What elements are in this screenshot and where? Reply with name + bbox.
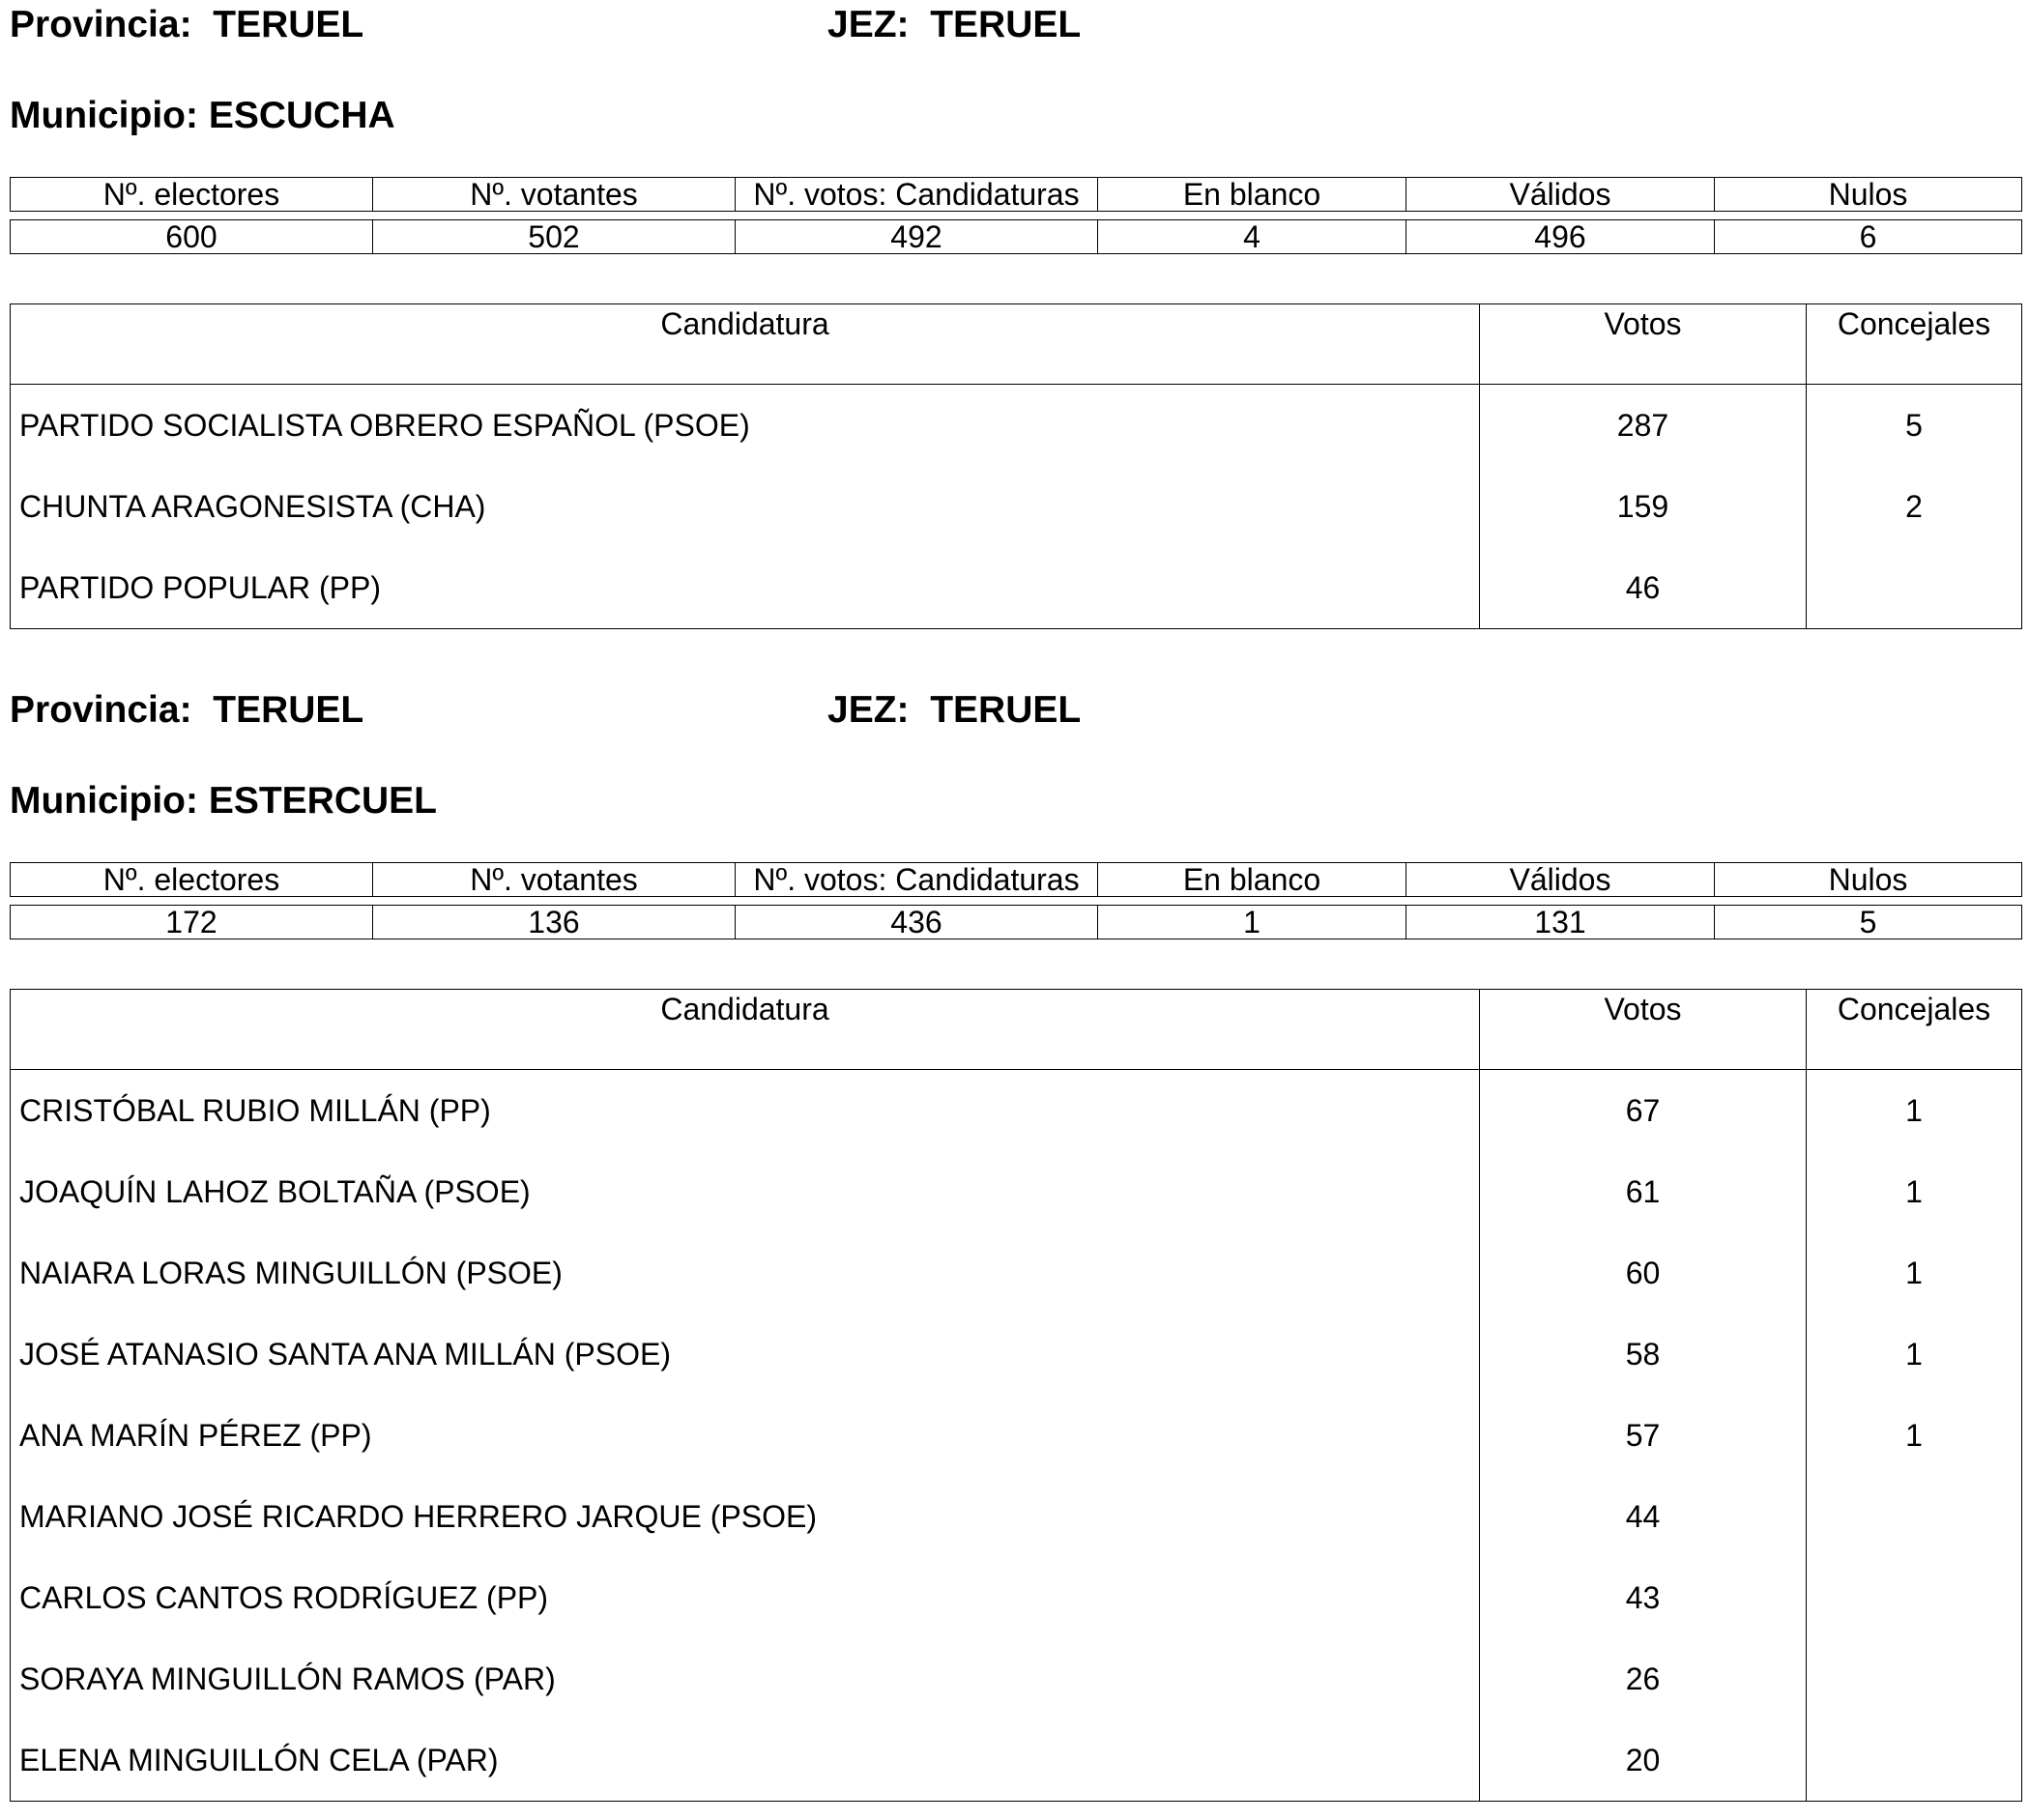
candidate-votos: 60	[1480, 1232, 1807, 1314]
stat-value: 172	[11, 906, 373, 939]
jez-value: TERUEL	[930, 4, 1082, 45]
candidate-name: MARIANO JOSÉ RICARDO HERRERO JARQUE (PSOE)	[11, 1476, 1480, 1557]
provincia-heading-1	[10, 6, 363, 43]
stat-value: 492	[736, 220, 1098, 254]
candidate-concejales: 1	[1807, 1070, 2022, 1152]
stat-value: 6	[1715, 220, 2022, 254]
candidate-votos: 159	[1480, 466, 1807, 547]
candidate-name: SORAYA MINGUILLÓN RAMOS (PAR)	[11, 1638, 1480, 1719]
candidate-name: ELENA MINGUILLÓN CELA (PAR)	[11, 1719, 1480, 1802]
stat-value: 600	[11, 220, 373, 254]
candidate-votos: 46	[1480, 547, 1807, 629]
votos-header: Votos	[1480, 990, 1807, 1070]
candidate-votos: 287	[1480, 385, 1807, 467]
jez-heading-2	[827, 691, 1081, 729]
candidate-votos: 44	[1480, 1476, 1807, 1557]
stats-header-row	[11, 863, 2022, 897]
stat-header: Nulos	[1715, 863, 2022, 897]
provincia-value: TERUEL	[213, 689, 364, 731]
table-row	[11, 1476, 2022, 1557]
stats-table-1	[10, 177, 2022, 212]
candidates-table-1	[10, 303, 2022, 629]
municipio-value: ESCUCHA	[208, 95, 395, 136]
candidate-votos: 61	[1480, 1151, 1807, 1232]
stat-value: 131	[1406, 906, 1715, 939]
candidates-header-row	[11, 990, 2022, 1070]
candidate-name: CARLOS CANTOS RODRÍGUEZ (PP)	[11, 1557, 1480, 1638]
candidate-votos: 58	[1480, 1314, 1807, 1395]
candidatura-header: Candidatura	[11, 304, 1480, 385]
jez-heading-1	[827, 6, 1081, 43]
concejales-header: Concejales	[1807, 990, 2022, 1070]
candidate-concejales: 1	[1807, 1395, 2022, 1476]
table-row	[11, 1232, 2022, 1314]
stat-header: Nº. votos: Candidaturas	[736, 178, 1098, 212]
stat-value: 496	[1406, 220, 1715, 254]
stat-value: 4	[1098, 220, 1406, 254]
provincia-label: Provincia:	[10, 689, 192, 731]
candidate-name: CHUNTA ARAGONESISTA (CHA)	[11, 466, 1480, 547]
candidates-table-2	[10, 989, 2022, 1802]
table-row	[11, 1314, 2022, 1395]
candidate-concejales	[1807, 1719, 2022, 1802]
table-row	[11, 1395, 2022, 1476]
candidate-concejales: 2	[1807, 466, 2022, 547]
stat-header: Nulos	[1715, 178, 2022, 212]
provincia-label: Provincia:	[10, 4, 192, 45]
stats-table-2	[10, 862, 2022, 897]
stat-value: 136	[373, 906, 736, 939]
stat-header: Nº. votantes	[373, 178, 736, 212]
stat-value: 1	[1098, 906, 1406, 939]
stat-header: Nº. votantes	[373, 863, 736, 897]
stats-value-row	[11, 220, 2022, 254]
jez-label: JEZ:	[827, 4, 910, 45]
candidatura-header: Candidatura	[11, 990, 1480, 1070]
jez-value: TERUEL	[930, 689, 1082, 731]
candidate-concejales	[1807, 1476, 2022, 1557]
municipio-heading-2	[10, 782, 437, 820]
stats-value-row	[11, 906, 2022, 939]
candidate-name: JOAQUÍN LAHOZ BOLTAÑA (PSOE)	[11, 1151, 1480, 1232]
table-row	[11, 1719, 2022, 1802]
candidate-concejales	[1807, 1638, 2022, 1719]
stat-header: En blanco	[1098, 178, 1406, 212]
stat-header: Nº. electores	[11, 178, 373, 212]
candidate-votos: 57	[1480, 1395, 1807, 1476]
candidate-name: NAIARA LORAS MINGUILLÓN (PSOE)	[11, 1232, 1480, 1314]
stat-header: Nº. votos: Candidaturas	[736, 863, 1098, 897]
stats-header-row	[11, 178, 2022, 212]
candidate-concejales	[1807, 1557, 2022, 1638]
candidate-votos: 26	[1480, 1638, 1807, 1719]
jez-label: JEZ:	[827, 689, 910, 731]
stat-header: Válidos	[1406, 863, 1715, 897]
municipio-value: ESTERCUEL	[208, 780, 438, 822]
candidate-name: PARTIDO POPULAR (PP)	[11, 547, 1480, 629]
stat-header: Válidos	[1406, 178, 1715, 212]
stats-values-table-1	[10, 219, 2022, 254]
candidate-concejales: 1	[1807, 1151, 2022, 1232]
stat-value: 436	[736, 906, 1098, 939]
table-row	[11, 466, 2022, 547]
candidate-concejales: 5	[1807, 385, 2022, 467]
municipio-heading-1	[10, 97, 395, 134]
candidate-concejales: 1	[1807, 1232, 2022, 1314]
candidates-header-row	[11, 304, 2022, 385]
municipio-label: Municipio:	[10, 95, 198, 136]
provincia-value: TERUEL	[213, 4, 364, 45]
stats-values-table-2	[10, 905, 2022, 939]
candidate-name: JOSÉ ATANASIO SANTA ANA MILLÁN (PSOE)	[11, 1314, 1480, 1395]
candidate-concejales	[1807, 547, 2022, 629]
candidate-votos: 43	[1480, 1557, 1807, 1638]
votos-header: Votos	[1480, 304, 1807, 385]
stat-value: 5	[1715, 906, 2022, 939]
municipio-label: Municipio:	[10, 780, 198, 822]
stat-header: Nº. electores	[11, 863, 373, 897]
table-row	[11, 1151, 2022, 1232]
table-row	[11, 1070, 2022, 1152]
table-row	[11, 1557, 2022, 1638]
table-row	[11, 547, 2022, 629]
concejales-header: Concejales	[1807, 304, 2022, 385]
stat-header: En blanco	[1098, 863, 1406, 897]
candidate-name: PARTIDO SOCIALISTA OBRERO ESPAÑOL (PSOE)	[11, 385, 1480, 467]
candidate-votos: 67	[1480, 1070, 1807, 1152]
candidate-name: CRISTÓBAL RUBIO MILLÁN (PP)	[11, 1070, 1480, 1152]
table-row	[11, 1638, 2022, 1719]
candidate-concejales: 1	[1807, 1314, 2022, 1395]
candidate-votos: 20	[1480, 1719, 1807, 1802]
stat-value: 502	[373, 220, 736, 254]
candidate-name: ANA MARÍN PÉREZ (PP)	[11, 1395, 1480, 1476]
table-row	[11, 385, 2022, 467]
provincia-heading-2	[10, 691, 363, 729]
